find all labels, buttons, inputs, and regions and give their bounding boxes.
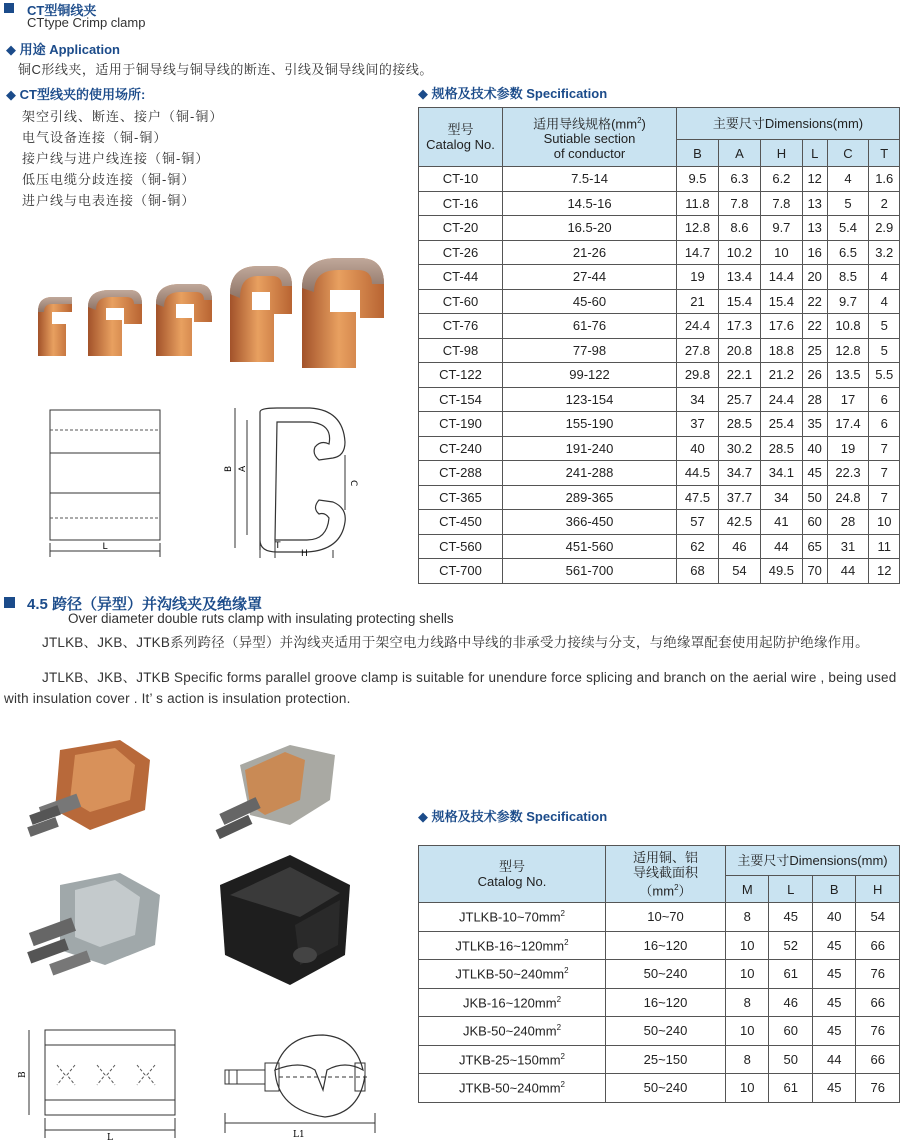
table-cell: 45-60 xyxy=(503,289,677,314)
table-row xyxy=(419,265,900,290)
ct-clamp-medium-1 xyxy=(88,290,142,356)
table-cell: 21.2 xyxy=(760,363,802,388)
table-cell: 61 xyxy=(769,960,812,989)
table-cell: 10.8 xyxy=(827,314,869,339)
clamp-photo-copper-2 xyxy=(210,730,360,850)
table-cell: 14.7 xyxy=(677,240,719,265)
table-cell: CT-16 xyxy=(419,191,503,216)
table-cell: 22 xyxy=(802,289,827,314)
table-cell: 6.5 xyxy=(827,240,869,265)
table-row xyxy=(419,534,900,559)
insulation-cover-photo xyxy=(200,845,360,995)
table-cell: 24.4 xyxy=(677,314,719,339)
usage-heading xyxy=(6,84,145,103)
table-cell: 12.8 xyxy=(677,216,719,241)
table-cell: 25 xyxy=(802,338,827,363)
table-cell: 25.7 xyxy=(718,387,760,412)
ct-clamp-large-2 xyxy=(302,258,384,368)
table-cell: 45 xyxy=(802,461,827,486)
dim-header-b: B xyxy=(812,876,855,903)
table-row xyxy=(419,559,900,584)
table-cell: 7 xyxy=(869,436,900,461)
table-cell: 6.2 xyxy=(760,167,802,192)
table-cell: 45 xyxy=(769,903,812,932)
table-cell: 19 xyxy=(677,265,719,290)
table-cell: 155-190 xyxy=(503,412,677,437)
table-cell: 24.4 xyxy=(760,387,802,412)
ct-front-view-drawing xyxy=(215,400,365,560)
table-cell: 11 xyxy=(869,534,900,559)
dim-header-l: L xyxy=(769,876,812,903)
table-cell: 27-44 xyxy=(503,265,677,290)
table-cell: 70 xyxy=(802,559,827,584)
table-cell: 10 xyxy=(726,1017,769,1046)
table-cell: 7 xyxy=(869,461,900,486)
table-cell: CT-700 xyxy=(419,559,503,584)
table-cell: 60 xyxy=(802,510,827,535)
dim-header-t: T xyxy=(869,140,900,167)
table-cell: 45 xyxy=(812,1074,855,1103)
list-item: 架空引线、断连、接户（铜-铜） xyxy=(22,109,224,124)
dimension-label-c: C xyxy=(348,480,358,487)
table-cell: 4 xyxy=(869,289,900,314)
table-cell: 16.5-20 xyxy=(503,216,677,241)
table-cell: 42.5 xyxy=(718,510,760,535)
table-cell: 66 xyxy=(856,1045,900,1074)
table-cell: 9.7 xyxy=(760,216,802,241)
table-cell: 8.5 xyxy=(827,265,869,290)
clamp-spec-heading-text: 规格及技术参数 Specification xyxy=(431,809,608,824)
table-row xyxy=(419,240,900,265)
table-row xyxy=(419,1074,900,1103)
table-row xyxy=(419,510,900,535)
table-cell: 99-122 xyxy=(503,363,677,388)
table-cell: 10 xyxy=(726,960,769,989)
table-cell: 49.5 xyxy=(760,559,802,584)
usage-list xyxy=(22,106,223,211)
table-cell: 5.5 xyxy=(869,363,900,388)
dimension-label-b: B xyxy=(224,465,234,472)
table-cell: 9.5 xyxy=(677,167,719,192)
section2-title: 4.5 跨径（异型）并沟线夹及绝缘罩 xyxy=(27,596,263,613)
dimension-label-a: A xyxy=(238,465,248,472)
table-cell: 19 xyxy=(827,436,869,461)
table-cell: CT-76 xyxy=(419,314,503,339)
table-cell: 6 xyxy=(869,412,900,437)
table-cell: 27.8 xyxy=(677,338,719,363)
table-cell: 2.9 xyxy=(869,216,900,241)
table-cell: 11.8 xyxy=(677,191,719,216)
table-cell: CT-190 xyxy=(419,412,503,437)
table-row xyxy=(419,387,900,412)
table-cell: JTLKB-$50\sim 240mm^2$ xyxy=(419,960,606,989)
col-model-en: Catalog No. xyxy=(426,137,495,152)
dim-header-h: H xyxy=(760,140,802,167)
table-cell: 7.8 xyxy=(718,191,760,216)
table-cell: 12 xyxy=(869,559,900,584)
table-cell: 13 xyxy=(802,191,827,216)
table-cell: 10.2 xyxy=(718,240,760,265)
table-cell: 46 xyxy=(718,534,760,559)
table-cell: 22.1 xyxy=(718,363,760,388)
table-cell: 76 xyxy=(856,960,900,989)
table-cell: 26 xyxy=(802,363,827,388)
table-cell: 50~240 xyxy=(606,1017,726,1046)
table-cell: 5 xyxy=(827,191,869,216)
usage-heading-text: CT型线夹的使用场所: xyxy=(19,87,146,102)
diamond-bullet-icon: ◆ xyxy=(418,809,432,824)
clamp-side-view-drawing xyxy=(15,1020,185,1144)
table-cell: 46 xyxy=(769,988,812,1017)
table-cell: 44 xyxy=(827,559,869,584)
square-bullet-icon xyxy=(4,3,14,13)
col-model-header xyxy=(419,846,606,903)
dimension-label-l1: L1 xyxy=(293,1130,305,1140)
table-cell: 40 xyxy=(812,903,855,932)
table-cell: 50 xyxy=(802,485,827,510)
col-dims-header: 主要尺寸Dimensions(mm) xyxy=(726,846,900,876)
clamp-front-view-drawing xyxy=(215,1015,395,1144)
table-cell: 6.3 xyxy=(718,167,760,192)
dim-header-c: C xyxy=(827,140,869,167)
table-cell: CT-60 xyxy=(419,289,503,314)
table-cell: 17.4 xyxy=(827,412,869,437)
table-cell: 16 xyxy=(802,240,827,265)
table-row xyxy=(419,903,900,932)
table-cell: JTKB-$50\sim 240mm^2$ xyxy=(419,1074,606,1103)
table-cell: 289-365 xyxy=(503,485,677,510)
col-model-en: Catalog No. xyxy=(477,874,547,889)
table-row xyxy=(419,363,900,388)
table-cell: 10 xyxy=(760,240,802,265)
table-cell: 10 xyxy=(869,510,900,535)
table-cell: 28.5 xyxy=(718,412,760,437)
table-cell: 40 xyxy=(677,436,719,461)
table-cell: 10 xyxy=(726,1074,769,1103)
table-row xyxy=(419,988,900,1017)
table-cell: 50~240 xyxy=(606,1074,726,1103)
table-cell: 14.4 xyxy=(760,265,802,290)
table-cell: 24.8 xyxy=(827,485,869,510)
table-cell: JTLKB-$10\sim 70mm^2$ xyxy=(419,903,606,932)
table-cell: 29.8 xyxy=(677,363,719,388)
table-cell: 191-240 xyxy=(503,436,677,461)
table-cell: JTLKB-$16\sim 120mm^2$ xyxy=(419,931,606,960)
table-cell: 57 xyxy=(677,510,719,535)
table-cell: 61-76 xyxy=(503,314,677,339)
table-cell: 17.3 xyxy=(718,314,760,339)
dimension-label-l: L xyxy=(107,1133,113,1143)
table-row xyxy=(419,931,900,960)
col-area-line3: $(mm^2)$ xyxy=(639,882,692,899)
table-row xyxy=(419,412,900,437)
table-cell: 37 xyxy=(677,412,719,437)
table-cell: 4 xyxy=(827,167,869,192)
table-cell: CT-98 xyxy=(419,338,503,363)
table-cell: 45 xyxy=(812,931,855,960)
table-cell: 10~70 xyxy=(606,903,726,932)
diamond-bullet-icon: ◆ xyxy=(6,42,20,57)
col-area-header xyxy=(606,846,726,903)
table-cell: 28.5 xyxy=(760,436,802,461)
table-cell: 47.5 xyxy=(677,485,719,510)
clamp-spec-heading xyxy=(418,806,607,825)
table-cell: 366-450 xyxy=(503,510,677,535)
section2-subtitle: Over diameter double ruts clamp with insulating protecting shells xyxy=(68,611,454,626)
table-cell: 28 xyxy=(802,387,827,412)
table-cell: 17.6 xyxy=(760,314,802,339)
table-row xyxy=(419,1045,900,1074)
table-cell: 41 xyxy=(760,510,802,535)
list-item: 接户线与进户线连接（铜-铜） xyxy=(22,151,210,166)
table-cell: CT-154 xyxy=(419,387,503,412)
table-cell: 54 xyxy=(718,559,760,584)
table-cell: 2 xyxy=(869,191,900,216)
table-cell: CT-10 xyxy=(419,167,503,192)
table-cell: 34 xyxy=(760,485,802,510)
table-row xyxy=(419,1017,900,1046)
table-cell: 9.7 xyxy=(827,289,869,314)
list-item: 电气设备连接（铜-铜） xyxy=(22,130,168,145)
table-row xyxy=(419,191,900,216)
col-conductor-header xyxy=(503,108,677,167)
table-cell: 60 xyxy=(769,1017,812,1046)
table-cell: 22.3 xyxy=(827,461,869,486)
table-cell: 21-26 xyxy=(503,240,677,265)
table-cell: 62 xyxy=(677,534,719,559)
table-cell: 28 xyxy=(827,510,869,535)
table-cell: 54 xyxy=(856,903,900,932)
table-cell: 4 xyxy=(869,265,900,290)
dimension-label-t: T xyxy=(275,541,281,551)
dim-header-m: M xyxy=(726,876,769,903)
table-cell: 35 xyxy=(802,412,827,437)
table-cell: 7.5-14 xyxy=(503,167,677,192)
application-heading-text: 用途 Application xyxy=(19,42,120,57)
table-cell: 44 xyxy=(760,534,802,559)
col-model-header xyxy=(419,108,503,167)
table-cell: 45 xyxy=(812,960,855,989)
table-cell: 7 xyxy=(869,485,900,510)
table-cell: 50~240 xyxy=(606,960,726,989)
diamond-bullet-icon: ◆ xyxy=(6,87,20,102)
table-cell: CT-450 xyxy=(419,510,503,535)
diamond-bullet-icon: ◆ xyxy=(418,86,432,101)
dimension-label-h: H xyxy=(301,549,308,559)
table-row xyxy=(419,461,900,486)
ct-spec-heading xyxy=(418,83,607,102)
table-cell: 16~120 xyxy=(606,931,726,960)
table-row xyxy=(419,338,900,363)
ct-clamp-large-1 xyxy=(230,266,292,362)
table-cell: 31 xyxy=(827,534,869,559)
table-cell: CT-288 xyxy=(419,461,503,486)
col-model-cn: 型号 xyxy=(447,122,474,137)
table-cell: 5 xyxy=(869,338,900,363)
table-row xyxy=(419,436,900,461)
table-cell: 12 xyxy=(802,167,827,192)
table-row xyxy=(419,960,900,989)
table-cell: 30.2 xyxy=(718,436,760,461)
table-cell: 68 xyxy=(677,559,719,584)
table-cell: 66 xyxy=(856,931,900,960)
table-cell: CT-44 xyxy=(419,265,503,290)
clamp-photo-aluminum xyxy=(20,865,180,985)
table-cell: 34.7 xyxy=(718,461,760,486)
table-cell: 15.4 xyxy=(760,289,802,314)
table-cell: 16~120 xyxy=(606,988,726,1017)
table-cell: 22 xyxy=(802,314,827,339)
table-cell: 6 xyxy=(869,387,900,412)
table-cell: 451-560 xyxy=(503,534,677,559)
dimension-label-b: B xyxy=(18,1071,28,1078)
square-bullet-icon xyxy=(4,597,15,608)
col-conductor-cn: 适用导线规格$(mm^2)$ xyxy=(533,115,646,132)
table-cell: JKB-$16\sim 120mm^2$ xyxy=(419,988,606,1017)
col-area-line1: 适用铜、铝 xyxy=(632,849,698,865)
table-cell: 8 xyxy=(726,1045,769,1074)
table-cell: 25~150 xyxy=(606,1045,726,1074)
table-cell: 34 xyxy=(677,387,719,412)
table-cell: CT-20 xyxy=(419,216,503,241)
table-cell: 5.4 xyxy=(827,216,869,241)
table-cell: 20 xyxy=(802,265,827,290)
table-cell: 8 xyxy=(726,903,769,932)
col-conductor-en1: Sutiable section xyxy=(543,131,636,147)
col-model-cn: 型号 xyxy=(498,859,525,874)
table-cell: 65 xyxy=(802,534,827,559)
ct-spec-table xyxy=(418,107,900,584)
table-row xyxy=(419,167,900,192)
table-cell: CT-122 xyxy=(419,363,503,388)
table-cell: JTKB-$25\sim 150mm^2$ xyxy=(419,1045,606,1074)
table-row xyxy=(419,485,900,510)
table-cell: 37.7 xyxy=(718,485,760,510)
clamp-photo-copper-1 xyxy=(20,730,170,850)
table-cell: 44.5 xyxy=(677,461,719,486)
col-area-line2: 导线截面积 xyxy=(632,864,698,880)
ct-side-view-drawing xyxy=(40,405,170,560)
table-cell: 13 xyxy=(802,216,827,241)
table-cell: CT-26 xyxy=(419,240,503,265)
table-cell: 25.4 xyxy=(760,412,802,437)
table-cell: 76 xyxy=(856,1017,900,1046)
clamp-spec-table xyxy=(418,845,900,1103)
section1-subtitle: CTtype Crimp clamp xyxy=(27,15,146,30)
section2-paragraph-en: JTLKB、JKB、JTKB Specific forms parallel groove clamp is suitable for unendure force splicing and branch on the aerial wire , being used with insulation cover . It’ s action is insulation protection. xyxy=(4,670,897,706)
table-cell: 3.2 xyxy=(869,240,900,265)
ct-clamp-small xyxy=(38,297,72,356)
dim-header-l: L xyxy=(802,140,827,167)
dim-header-h: H xyxy=(856,876,900,903)
table-row xyxy=(419,314,900,339)
dim-header-a: A xyxy=(718,140,760,167)
table-cell: 8.6 xyxy=(718,216,760,241)
table-cell: 66 xyxy=(856,988,900,1017)
table-row xyxy=(419,216,900,241)
table-cell: 20.8 xyxy=(718,338,760,363)
table-cell: 5 xyxy=(869,314,900,339)
table-cell: 34.1 xyxy=(760,461,802,486)
table-cell: 241-288 xyxy=(503,461,677,486)
table-cell: 561-700 xyxy=(503,559,677,584)
ct-spec-heading-text: 规格及技术参数 Specification xyxy=(431,86,608,101)
table-cell: 40 xyxy=(802,436,827,461)
table-cell: CT-560 xyxy=(419,534,503,559)
dimension-label-l: L xyxy=(102,542,108,552)
table-cell: 7.8 xyxy=(760,191,802,216)
table-cell: 50 xyxy=(769,1045,812,1074)
col-conductor-en2: of conductor xyxy=(553,146,626,162)
table-cell: 18.8 xyxy=(760,338,802,363)
section2-paragraph-cn: JTLKB、JKB、JTKB系列跨径（异型）并沟线夹适用于架空电力线路中导线的非承受力接续与分支，与绝缘罩配套使用起防护绝缘作用。 xyxy=(42,635,869,650)
ct-clamp-medium-2 xyxy=(156,284,212,356)
application-heading xyxy=(6,39,120,58)
table-cell: 1.6 xyxy=(869,167,900,192)
table-cell: 13.4 xyxy=(718,265,760,290)
list-item: 低压电缆分歧连接（铜-铜） xyxy=(22,172,196,187)
table-cell: 17 xyxy=(827,387,869,412)
table-cell: 52 xyxy=(769,931,812,960)
table-cell: 44 xyxy=(812,1045,855,1074)
table-cell: 10 xyxy=(726,931,769,960)
table-row xyxy=(419,289,900,314)
table-cell: 8 xyxy=(726,988,769,1017)
table-cell: 12.8 xyxy=(827,338,869,363)
list-item: 进户线与电表连接（铜-铜） xyxy=(22,193,196,208)
table-cell: 45 xyxy=(812,1017,855,1046)
table-cell: 123-154 xyxy=(503,387,677,412)
table-cell: 61 xyxy=(769,1074,812,1103)
application-text: 铜C形线夹，适用于铜导线与铜导线的断连、引线及铜导线间的接线。 xyxy=(18,62,433,77)
col-dims-header: 主要尺寸Dimensions(mm) xyxy=(677,108,900,140)
table-cell: 45 xyxy=(812,988,855,1017)
table-cell: 13.5 xyxy=(827,363,869,388)
table-cell: 15.4 xyxy=(718,289,760,314)
section1-title: CT型铜线夹 xyxy=(27,3,97,18)
table-cell: 77-98 xyxy=(503,338,677,363)
table-cell: 21 xyxy=(677,289,719,314)
table-cell: JKB-$50\sim 240mm^2$ xyxy=(419,1017,606,1046)
table-cell: CT-240 xyxy=(419,436,503,461)
table-cell: CT-365 xyxy=(419,485,503,510)
dim-header-b: B xyxy=(677,140,719,167)
ct-clamp-photo xyxy=(30,252,400,374)
table-cell: 14.5-16 xyxy=(503,191,677,216)
table-cell: 76 xyxy=(856,1074,900,1103)
